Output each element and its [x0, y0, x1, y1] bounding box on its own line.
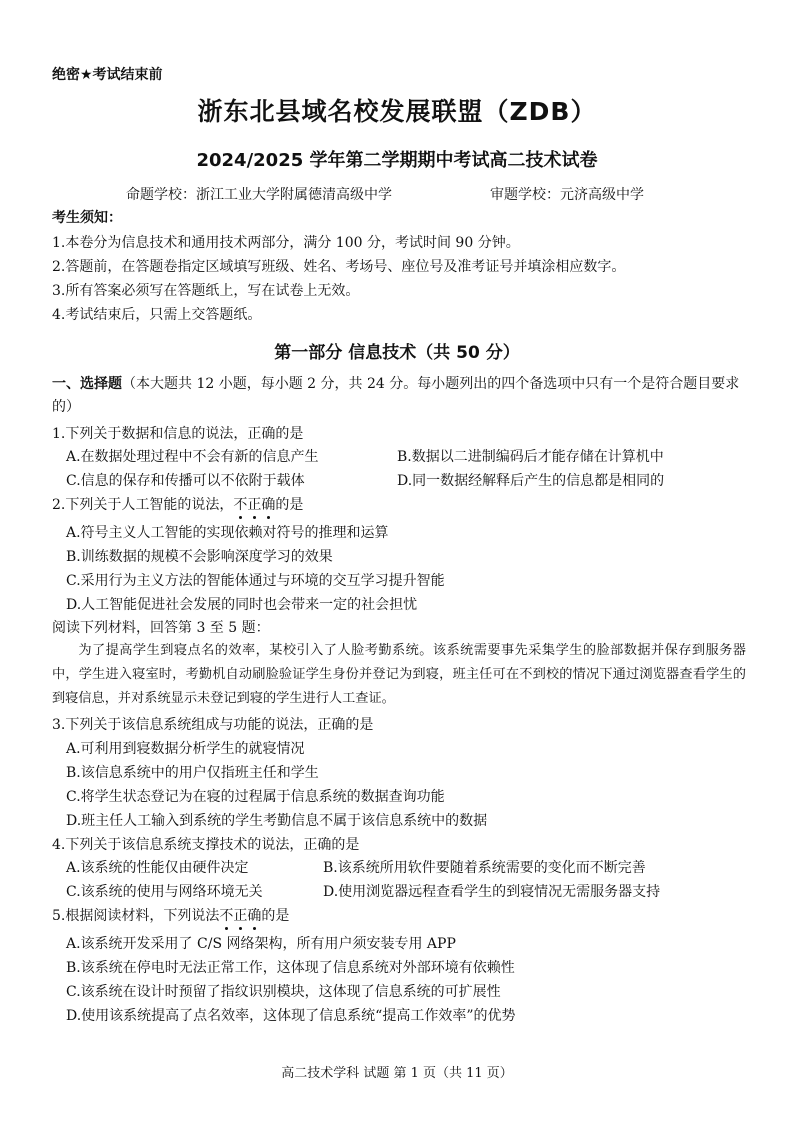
- emphasis-char: 不: [219, 905, 233, 925]
- emphasis-char: 确: [261, 494, 275, 514]
- question-1-option-b: B.数据以二进制编码后才能存储在计算机中: [397, 449, 664, 465]
- notice-heading: 考生须知：: [52, 210, 122, 226]
- reviewer-school: 审题学校：元济高级中学: [490, 187, 644, 203]
- question-4-option-a: A.该系统的性能仅由硬件决定: [66, 860, 249, 876]
- notice-item: 4.考试结束后，只需上交答题纸。: [52, 307, 262, 323]
- question-4-option-b: B.该系统所用软件要随着系统需要的变化而不断完善: [323, 860, 646, 876]
- question-4-option-d: D.使用浏览器远程查看学生的到寝情况无需服务器支持: [323, 884, 661, 900]
- stem-text: 的是: [261, 908, 290, 924]
- confidential-label: 绝密★考试结束前: [52, 67, 163, 83]
- emphasis-char: 不: [233, 494, 247, 514]
- stem-text: 的是: [275, 497, 304, 513]
- section-intro: [52, 373, 746, 419]
- section-description: （本大题共 12 小题，每小题 2 分，共 24 分。每小题列出的四个备选项中只有一个是符合题目要求的）: [52, 376, 740, 415]
- question-2-stem: [52, 494, 303, 514]
- question-5-stem: [52, 905, 289, 925]
- setter-school: 命题学校：浙江工业大学附属德清高级中学: [126, 187, 392, 203]
- question-4-option-c: C.该系统的使用与网络环境无关: [66, 884, 263, 900]
- question-2-option-d: D.人工智能促进社会发展的同时也会带来一定的社会担忧: [66, 597, 418, 613]
- question-5-option-b: B.该系统在停电时无法正常工作，这体现了信息系统对外部环境有依赖性: [66, 960, 515, 976]
- emphasis-char: 正: [247, 494, 261, 514]
- material-intro: 阅读下列材料，回答第 3 至 5 题：: [52, 620, 270, 636]
- notice-item: 1.本卷分为信息技术和通用技术两部分，满分 100 分，考试时间 90 分钟。: [52, 235, 520, 251]
- page-footer: 高二技术学科 试题 第 1 页（共 11 页）: [281, 1066, 513, 1081]
- question-2-option-b: B.训练数据的规模不会影响深度学习的效果: [66, 549, 333, 565]
- material-text: 为了提高学生到寝点名的效率，某校引入了人脸考勤系统。该系统需要事先采集学生的脸部数据并保存到服务器中，学生进入寝室时，考勤机自动刷脸验证学生身份并登记为到寝，班主任可在不到校的情况下通过浏览器查看学生的到寝信息，并对系统显示未登记到寝的学生进行人工查证。: [52, 643, 746, 706]
- question-3-option-c: C.将学生状态登记为在寝的过程属于信息系统的数据查询功能: [66, 789, 445, 805]
- exam-title: 2024/2025 学年第二学期期中考试高二技术试卷: [196, 150, 598, 171]
- stem-text: 5.根据阅读材料，下列说法: [52, 908, 220, 924]
- question-5-option-d: D.使用该系统提高了点名效率，这体现了信息系统“提高工作效率”的优势: [66, 1008, 516, 1024]
- question-1-option-d: D.同一数据经解释后产生的信息都是相同的: [397, 473, 665, 489]
- question-1-stem: 1.下列关于数据和信息的说法，正确的是: [52, 426, 304, 442]
- question-3-option-a: A.可利用到寝数据分析学生的就寝情况: [66, 741, 305, 757]
- question-2-option-a: A.符号主义人工智能的实现依赖对符号的推理和运算: [66, 525, 389, 541]
- question-3-option-d: D.班主任人工输入到系统的学生考勤信息不属于该信息系统中的数据: [66, 813, 488, 829]
- question-1-option-c: C.信息的保存和传播可以不依附于载体: [66, 473, 305, 489]
- question-3-stem: 3.下列关于该信息系统组成与功能的说法，正确的是: [52, 717, 374, 733]
- notice-item: 3.所有答案必须写在答题纸上，写在试卷上无效。: [52, 283, 360, 299]
- section-label: 一、选择题: [52, 376, 122, 392]
- alliance-title: 浙东北县域名校发展联盟（ZDB）: [197, 97, 597, 126]
- question-4-stem: 4.下列关于该信息系统支撑技术的说法，正确的是: [52, 837, 360, 853]
- part1-title: 第一部分 信息技术（共 50 分）: [274, 343, 520, 363]
- emphasis-char: 正: [233, 905, 247, 925]
- question-5-option-a: A.该系统开发采用了 C/S 网络架构，所有用户须安装专用 APP: [66, 936, 456, 952]
- question-2-option-c: C.采用行为主义方法的智能体通过与环境的交互学习提升智能: [66, 573, 445, 589]
- question-3-option-b: B.该信息系统中的用户仅指班主任和学生: [66, 765, 319, 781]
- emphasis-char: 确: [247, 905, 261, 925]
- stem-text: 2.下列关于人工智能的说法，: [52, 497, 234, 513]
- question-1-option-a: A.在数据处理过程中不会有新的信息产生: [66, 449, 319, 465]
- notice-item: 2.答题前，在答题卷指定区域填写班级、姓名、考场号、座位号及准考证号并填涂相应数字。: [52, 259, 626, 275]
- question-5-option-c: C.该系统在设计时预留了指纹识别模块，这体现了信息系统的可扩展性: [66, 984, 501, 1000]
